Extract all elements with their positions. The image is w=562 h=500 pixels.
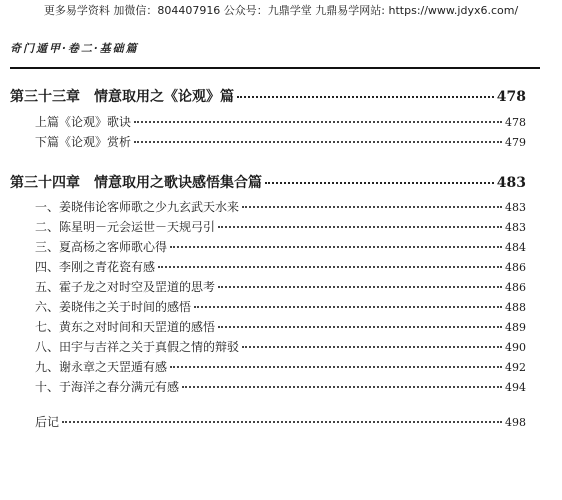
entry-title: 八、田宇与吉祥之关于真假之情的辩驳 [35, 340, 240, 354]
running-head: 奇门遁甲·卷二·基础篇 [10, 42, 139, 55]
page-number: 489 [505, 321, 526, 334]
toc-entry[interactable] [35, 378, 526, 395]
page-number: 484 [505, 241, 526, 254]
page-number: 498 [505, 416, 526, 429]
page-number: 492 [505, 361, 526, 374]
page-number: 486 [505, 281, 526, 294]
dot-leader [158, 266, 502, 268]
entry-title: 六、姜晓伟之关于时间的感悟 [35, 300, 192, 314]
page-number: 494 [505, 381, 526, 394]
page-number: 486 [505, 261, 526, 274]
toc-entry[interactable] [35, 113, 526, 130]
entry-title: 四、李刚之青花瓷有感 [35, 260, 156, 274]
page-number: 483 [505, 201, 526, 214]
dot-leader [265, 182, 494, 184]
toc-entry[interactable] [35, 358, 526, 375]
toc-afterword[interactable] [35, 413, 526, 430]
page-number: 478 [496, 89, 526, 105]
dot-leader [170, 366, 502, 368]
page-number: 483 [496, 175, 526, 191]
chapter-title: 第三十三章 情意取用之《论观》篇 [10, 89, 234, 105]
page-number: 483 [505, 221, 526, 234]
entry-title: 七、黄东之对时间和天罡道的感悟 [35, 320, 216, 334]
entry-title: 一、姜晓伟论客师歌之少九玄武天水来 [35, 200, 240, 214]
dot-leader [194, 306, 502, 308]
dot-leader [134, 121, 502, 123]
dot-leader [170, 246, 502, 248]
page-number: 490 [505, 341, 526, 354]
entry-title: 后记 [35, 415, 60, 429]
header-note: 更多易学资料 加微信：804407916 公众号：九鼎学堂 九鼎易学网站: https://www.jdyx6.com/ [43, 4, 519, 17]
dot-leader [182, 386, 502, 388]
page-number: 479 [505, 136, 526, 149]
entry-title: 十、于海洋之春分满元有感 [35, 380, 180, 394]
page-number: 488 [505, 301, 526, 314]
entry-title: 上篇《论观》歌诀 [35, 115, 132, 129]
dot-leader [62, 421, 502, 423]
toc-entry[interactable] [35, 298, 526, 315]
dot-leader [218, 226, 502, 228]
chapter-title: 第三十四章 情意取用之歌诀感悟集合篇 [10, 175, 262, 191]
entry-title: 二、陈星明－元会运世－天规弓引 [35, 220, 216, 234]
dot-leader [242, 346, 502, 348]
dot-leader [218, 286, 502, 288]
page-number: 478 [505, 116, 526, 129]
dot-leader [237, 96, 494, 98]
toc-entry[interactable] [35, 238, 526, 255]
toc-chapter-34[interactable] [10, 172, 526, 192]
toc-entry[interactable] [35, 133, 526, 150]
toc-entry[interactable] [35, 258, 526, 275]
toc-entry[interactable] [35, 198, 526, 215]
dot-leader [242, 206, 502, 208]
toc-entry[interactable] [35, 338, 526, 355]
dot-leader [134, 141, 502, 143]
dot-leader [218, 326, 502, 328]
entry-title: 下篇《论观》赏析 [35, 135, 132, 149]
entry-title: 五、霍子龙之对时空及罡道的思考 [35, 280, 216, 294]
toc-chapter-33[interactable] [10, 86, 526, 106]
toc-entry[interactable] [35, 218, 526, 235]
toc-entry[interactable] [35, 278, 526, 295]
entry-title: 九、谢永章之天罡遁有感 [35, 360, 168, 374]
toc-entry[interactable] [35, 318, 526, 335]
entry-title: 三、夏高杨之客师歌心得 [35, 240, 168, 254]
